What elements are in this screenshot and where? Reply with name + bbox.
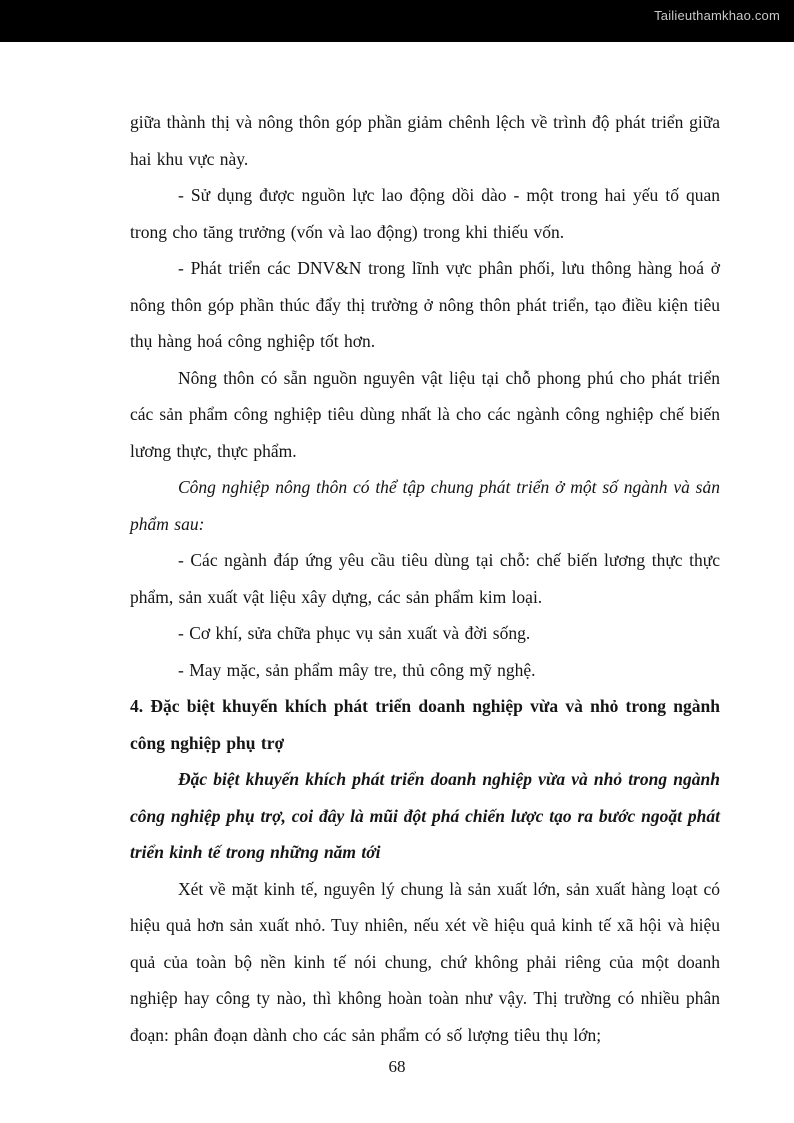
list-item-paragraph: - Sử dụng được nguồn lực lao động dồi dào - một trong hai yếu tố quan trong cho tăng trưởng (vốn và lao động) trong khi thiếu vốn. <box>130 185 720 242</box>
top-bar <box>0 0 794 42</box>
body-paragraph: Nông thôn có sẵn nguồn nguyên vật liệu tại chỗ phong phú cho phát triển các sản phẩm công nghiệp tiêu dùng nhất là cho các ngành công nghiệp chế biến lương thực, thực phẩm. <box>130 367 720 461</box>
list-item-paragraph: - May mặc, sản phẩm mây tre, thủ công mỹ nghệ. <box>178 659 536 680</box>
page-number: 68 <box>388 1057 406 1076</box>
emphasis-paragraph: Đặc biệt khuyến khích phát triển doanh nghiệp vừa và nhỏ trong ngành công nghiệp phụ trợ, coi đây là mũi đột phá chiến lược tạo ra bước ngoặt phát triển kinh tế trong những năm tới <box>130 769 720 862</box>
italic-lead-paragraph: Công nghiệp nông thôn có thể tập chung phát triển ở một số ngành và sản phẩm sau: <box>130 477 720 534</box>
list-item-paragraph: - Cơ khí, sửa chữa phục vụ sản xuất và đời sống. <box>178 623 531 643</box>
page-footer <box>0 1057 794 1077</box>
watermark-text: Tailieuthamkhao.com <box>654 8 780 23</box>
section-heading-4: 4. Đặc biệt khuyến khích phát triển doanh nghiệp vừa và nhỏ trong ngành công nghiệp phụ trợ <box>130 696 720 753</box>
body-paragraph: giữa thành thị và nông thôn góp phần giảm chênh lệch về trình độ phát triển giữa hai khu vực này. <box>130 112 720 169</box>
page-content <box>0 42 794 1053</box>
list-item-paragraph: - Phát triển các DNV&N trong lĩnh vực phân phối, lưu thông hàng hoá ở nông thôn góp phần thúc đẩy thị trường ở nông thôn phát triển, tạo điều kiện tiêu thụ hàng hoá công nghiệp tốt hơn. <box>130 258 720 351</box>
body-paragraph: Xét về mặt kinh tế, nguyên lý chung là sản xuất lớn, sản xuất hàng loạt có hiệu quả hơn sản xuất nhỏ. Tuy nhiên, nếu xét về hiệu quả kinh tế xã hội và hiệu quả của toàn bộ nền kinh tế nói chung, chứ không phải riêng của một doanh nghiệp hay công ty nào, thì không hoàn toàn như vậy. Thị trường có nhiều phân đoạn: phân đoạn dành cho các sản phẩm có số lượng tiêu thụ lớn; <box>130 878 720 1045</box>
list-item-paragraph: - Các ngành đáp ứng yêu cầu tiêu dùng tại chỗ: chế biến lương thực thực phẩm, sản xuất vật liệu xây dựng, các sản phẩm kim loại. <box>130 550 720 607</box>
